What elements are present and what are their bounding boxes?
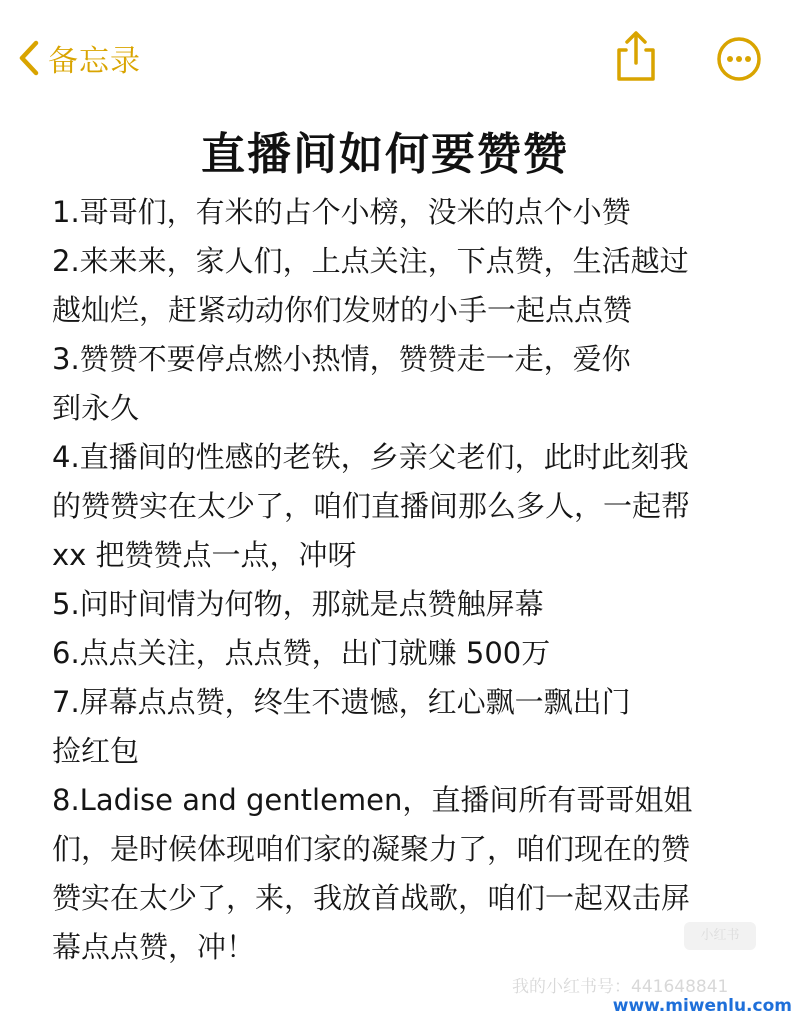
note-line: 7.屏幕点点赞，终生不遗憾，红心飘一飘出门	[52, 685, 631, 719]
note-line: 赞实在太少了，来，我放首战歌，咱们一起双击屏	[52, 881, 691, 915]
ellipsis-circle-icon	[716, 36, 762, 82]
note-line: 3.赞赞不要停点燃小热情，赞赞走一走，爱你	[52, 342, 631, 376]
top-nav-bar	[0, 0, 800, 115]
note-line: 2.来来来，家人们，上点关注，下点赞，生活越过	[52, 244, 689, 278]
back-button[interactable]	[18, 35, 141, 81]
site-watermark: www.miwenlu.com	[612, 996, 792, 1016]
note-line: 6.点点关注，点点赞，出门就赚 500万	[52, 636, 551, 670]
share-icon	[614, 30, 658, 82]
note-line: 们，是时候体现咱们家的凝聚力了，咱们现在的赞	[52, 832, 691, 866]
more-options-button[interactable]	[716, 36, 762, 82]
note-line: 捡红包	[52, 734, 140, 768]
note-line: 8.Ladise and gentlemen，直播间所有哥哥姐姐	[52, 783, 693, 817]
note-line: 1.哥哥们，有米的占个小榜，没米的点个小赞	[52, 195, 631, 229]
note-line: 5.问时间情为何物，那就是点赞触屏幕	[52, 587, 544, 621]
back-label: 备忘录	[48, 44, 141, 79]
note-line: xx 把赞赞点一点，冲呀	[52, 538, 357, 572]
note-line: 4.直播间的性感的老铁，乡亲父老们，此时此刻我	[52, 440, 689, 474]
platform-watermark-badge: 小红书	[684, 922, 756, 950]
note-title: 直播间如何要赞赞	[201, 129, 569, 180]
note-line: 幕点点赞，冲！	[52, 930, 256, 964]
note-line: 的赞赞实在太少了，咱们直播间那么多人，一起帮	[52, 489, 691, 523]
note-line: 到永久	[52, 391, 140, 425]
account-watermark: 我的小红书号：441648841	[512, 977, 729, 997]
share-button[interactable]	[614, 30, 658, 82]
note-body[interactable]	[52, 188, 752, 972]
chevron-left-icon	[18, 40, 40, 76]
note-line: 越灿烂，赶紧动动你们发财的小手一起点点赞	[52, 293, 633, 327]
